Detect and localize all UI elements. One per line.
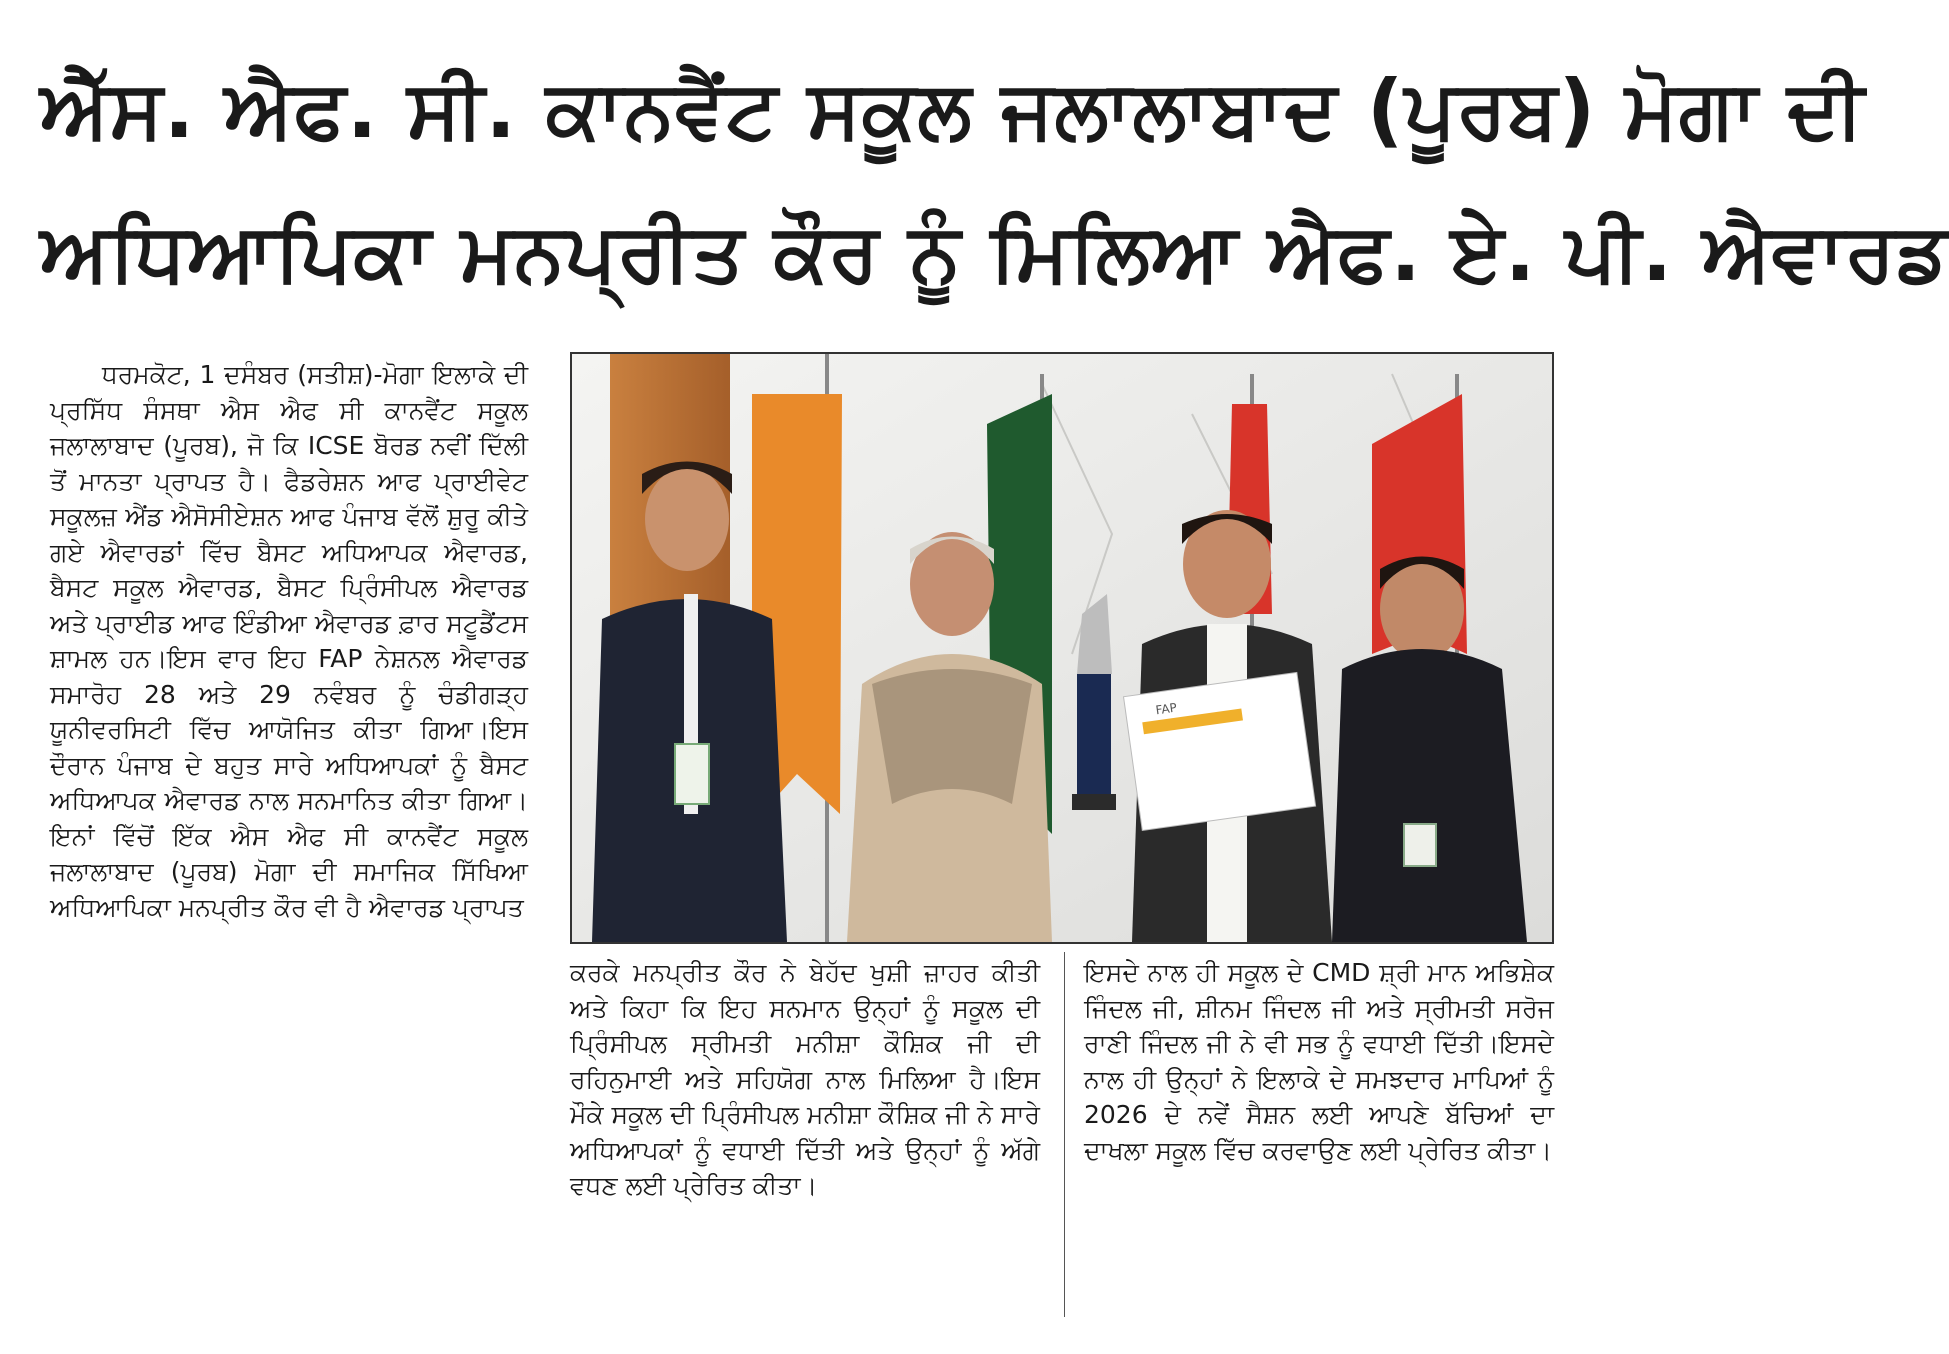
certificate-text: FAP xyxy=(1154,700,1178,718)
column-divider xyxy=(1064,952,1065,1317)
news-photo xyxy=(570,352,1554,944)
article-column-1: ਧਰਮਕੋਟ, 1 ਦਸੰਬਰ (ਸਤੀਸ਼)-ਮੋਗਾ ਇਲਾਕੇ ਦੀ ਪ੍ਰਸਿੱਧ ਸੰਸਥਾ ਐਸ ਐਫ ਸੀ ਕਾਨਵੈਂਟ ਸਕੂਲ ਜਲਾਲਾਬਾਦ (ਪੂਰਬ), ਜੋ ਕਿ ICSE ਬੋਰਡ ਨਵੀਂ ਦਿੱਲੀ ਤੋਂ ਮਾਨਤਾ ਪ੍ਰਾਪਤ ਹੈ। ਫੈਡਰੇਸ਼ਨ ਆਫ ਪ੍ਰਾਈਵੇਟ ਸਕੂਲਜ਼ ਐਂਡ ਐਸੋਸੀਏਸ਼ਨ ਆਫ ਪੰਜਾਬ ਵੱਲੋਂ ਸ਼ੁਰੂ ਕੀਤੇ ਗਏ ਐਵਾਰਡਾਂ ਵਿੱਚ ਬੈਸਟ ਅਧਿਆਪਕ ਐਵਾਰਡ, ਬੈਸਟ ਸਕੂਲ ਐਵਾਰਡ, ਬੈਸਟ ਪ੍ਰਿੰਸੀਪਲ ਐਵਾਰਡ ਅਤੇ ਪ੍ਰਾਈਡ ਆਫ ਇੰਡੀਆ ਐਵਾਰਡ ਫ਼ਾਰ ਸਟੂਡੈਂਟਸ ਸ਼ਾਮਲ ਹਨ।ਇਸ ਵਾਰ ਇਹ FAP ਨੇਸ਼ਨਲ ਐਵਾਰਡ ਸਮਾਰੋਹ 28 ਅਤੇ 29 ਨਵੰਬਰ ਨੂੰ ਚੰਡੀਗੜ੍ਹ ਯੂਨੀਵਰਸਿਟੀ ਵਿੱਚ ਆਯੋਜਿਤ ਕੀਤਾ ਗਿਆ।ਇਸ ਦੌਰਾਨ ਪੰਜਾਬ ਦੇ ਬਹੁਤ ਸਾਰੇ ਅਧਿਆਪਕਾਂ ਨੂੰ ਬੈਸਟ ਅਧਿਆਪਕ ਐਵਾਰਡ ਨਾਲ ਸਨਮਾਨਿਤ ਕੀਤਾ ਗਿਆ। ਇਨਾਂ ਵਿੱਚੋਂ ਇੱਕ ਐਸ ਐਫ ਸੀ ਕਾਨਵੈਂਟ ਸਕੂਲ ਜਲਾਲਾਬਾਦ (ਪੂਰਬ) ਮੋਗਾ ਦੀ ਸਮਾਜਿਕ ਸਿੱਖਿਆ ਅਧਿਆਪਿਕਾ ਮਨਪ੍ਰੀਤ ਕੌਰ ਵੀ ਹੈ ਐਵਾਰਡ ਪ੍ਰਾਪਤ xyxy=(50,360,528,922)
headline-line-1: ਐੱਸ. ਐਫ. ਸੀ. ਕਾਨਵੈਂਟ ਸਕੂਲ ਜਲਾਲਾਬਾਦ (ਪੂਰਬ) ਮੋਗਾ ਦੀ xyxy=(40,63,1866,156)
article-column-2: ਕਰਕੇ ਮਨਪ੍ਰੀਤ ਕੌਰ ਨੇ ਬੇਹੱਦ ਖੁਸ਼ੀ ਜ਼ਾਹਰ ਕੀਤੀ ਅਤੇ ਕਿਹਾ ਕਿ ਇਹ ਸਨਮਾਨ ਉਨ੍ਹਾਂ ਨੂੰ ਸਕੂਲ ਦੀ ਪ੍ਰਿੰਸੀਪਲ ਸ੍ਰੀਮਤੀ ਮਨੀਸ਼ਾ ਕੌਸ਼ਿਕ ਜੀ ਦੀ ਰਹਿਨੁਮਾਈ ਅਤੇ ਸਹਿਯੋਗ ਨਾਲ ਮਿਲਿਆ ਹੈ।ਇਸ ਮੌਕੇ ਸਕੂਲ ਦੀ ਪ੍ਰਿੰਸੀਪਲ ਮਨੀਸ਼ਾ ਕੌਸ਼ਿਕ ਜੀ ਨੇ ਸਾਰੇ ਅਧਿਆਪਕਾਂ ਨੂੰ ਵਧਾਈ ਦਿੱਤੀ ਅਤੇ ਉਨ੍ਹਾਂ ਨੂੰ ਅੱਗੇ ਵਧਣ ਲਈ ਪ੍ਰੇਰਿਤ ਕੀਤਾ। xyxy=(570,958,1040,1200)
certificate xyxy=(1124,672,1316,830)
article-column-3: ਇਸਦੇ ਨਾਲ ਹੀ ਸਕੂਲ ਦੇ CMD ਸ਼੍ਰੀ ਮਾਨ ਅਭਿਸ਼ੇਕ ਜਿੰਦਲ ਜੀ, ਸ਼ੀਨਮ ਜਿੰਦਲ ਜੀ ਅਤੇ ਸ੍ਰੀਮਤੀ ਸਰੋਜ ਰਾਣੀ ਜਿੰਦਲ ਜੀ ਨੇ ਵੀ ਸਭ ਨੂੰ ਵਧਾਈ ਦਿੱਤੀ।ਇਸਦੇ ਨਾਲ ਹੀ ਉਨ੍ਹਾਂ ਨੇ ਇਲਾਕੇ ਦੇ ਸਮਝਦਾਰ ਮਾਪਿਆਂ ਨੂੰ 2026 ਦੇ ਨਵੇਂ ਸੈਸ਼ਨ ਲਈ ਆਪਣੇ ਬੱਚਿਆਂ ਦਾ ਦਾਖਲਾ ਸਕੂਲ ਵਿੱਚ ਕਰਵਾਉਣ ਲਈ ਪ੍ਰੇਰਿਤ ਕੀਤਾ। xyxy=(1084,958,1554,1165)
headline-line-2: ਅਧਿਆਪਿਕਾ ਮਨਪ੍ਰੀਤ ਕੌਰ ਨੂੰ ਮਿਲਿਆ ਐਫ. ਏ. ਪੀ. ਐਵਾਰਡ xyxy=(40,206,1949,299)
